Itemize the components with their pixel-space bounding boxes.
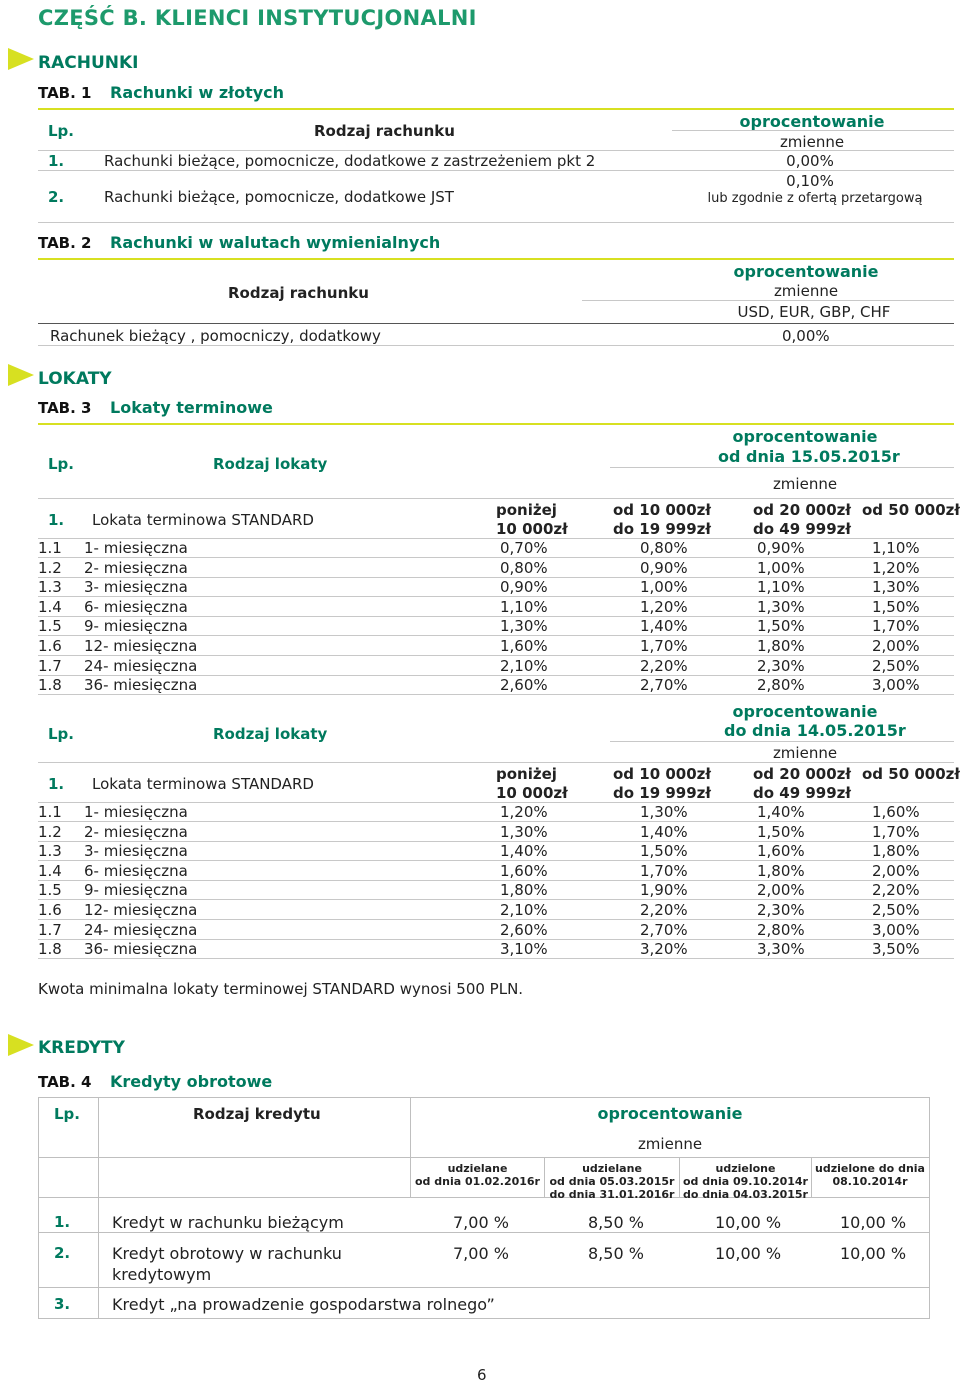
row-lp: 1.8 [38,940,62,959]
tab1-col-rate: oprocentowanie [739,112,885,131]
row-name: 3- miesięczna [84,842,188,861]
row-lp: 1.7 [38,656,62,675]
row-lp: 1.3 [38,842,62,861]
tier-label-line2: 10 000zł [496,784,568,802]
rate-cell: 0,90% [500,578,548,597]
section-kredyty: KREDYTY [38,1038,125,1058]
rate-cell: 1,30% [500,617,548,636]
tier-label-line2: 10 000zł [496,520,568,538]
rate-cell: 1,90% [640,881,688,900]
rate-cell: 1,10% [757,578,805,597]
period-label: do dnia 04.03.2015r [682,1188,808,1201]
tab3-b1-col-type: Rodzaj lokaty [213,455,328,473]
tab3-b1-group-lp: 1. [48,511,65,529]
tier-label-line2: do 49 999zł [753,784,851,802]
rate-cell: 3,20% [640,940,688,959]
rate-cell: 7,00 % [453,1213,509,1232]
tab3-b2-head-rule [38,762,954,763]
tab4-rule [38,1232,929,1233]
section-arrow-icon [8,364,34,386]
section-arrow-icon [8,48,34,70]
period-label: udzielane [447,1162,508,1175]
tab4-table [38,1097,930,1319]
tab3-b2-rate-sub: zmienne [772,744,838,762]
rate-cell: 1,80% [757,637,805,655]
row-lp: 1.6 [38,637,62,655]
rate-cell: 1,30% [872,578,920,597]
tab3-b1-rate-sub: zmienne [772,475,838,493]
tab2-col-type: Rodzaj rachunku [228,284,369,302]
rate-cell: 2,70% [640,920,688,939]
rate-cell: 0,90% [757,539,805,557]
rate-cell: 1,70% [872,822,920,841]
rate-cell: 2,20% [872,881,920,900]
row-lp: 1.3 [38,578,62,597]
tab4-col-rate-sub: zmienne [637,1135,703,1153]
period-label: od dnia 01.02.2016r [414,1175,540,1188]
rate-cell: 1,70% [640,637,688,655]
tab3-b2-col-type: Rodzaj lokaty [213,725,328,743]
rate-cell: 2,20% [640,656,688,675]
rate-cell: 10,00 % [840,1213,907,1232]
row-lp: 1.2 [38,822,62,841]
tab3-b2-rate-rule [610,741,954,742]
tab3-note: Kwota minimalna lokaty terminowej STANDARD wynosi 500 PLN. [38,980,524,998]
row-name: 1- miesięczna [84,803,188,821]
row-name: 6- miesięczna [84,597,188,616]
row-name: 36- miesięczna [84,940,198,959]
tab1-row2-rate: 0,10% [786,172,834,190]
tab2-bottom-rule [38,345,954,346]
rate-cell: 1,60% [500,861,548,880]
tab2-col-rate-sub: zmienne [773,282,839,300]
tab2-col-rate: oprocentowanie [733,262,879,281]
tab1-title: Rachunki w złotych [110,83,285,102]
tab1-row1-lp: 1. [48,152,65,170]
row-name: 9- miesięczna [84,881,188,900]
tab3-b1-rate-date: od dnia 15.05.2015r [718,447,900,466]
rate-cell: 1,20% [640,597,688,616]
rate-cell: 10,00 % [715,1244,782,1263]
row-rule [38,694,954,695]
rate-cell: 2,50% [872,656,920,675]
rate-cell: 1,40% [757,803,805,821]
rate-cell: 1,50% [872,597,920,616]
period-label: od dnia 05.03.2015r [549,1175,675,1188]
tab1-col-rate-sub: zmienne [779,133,845,151]
tab1-row2-name: Rachunki bieżące, pomocnicze, dodatkowe JST [104,188,454,206]
rate-cell: 1,50% [757,617,805,636]
tab1-bottom-rule [38,222,954,223]
row-lp: 1.4 [38,861,62,880]
period-label: udzielane [582,1162,642,1175]
tier-label-line1: od 50 000zł [862,501,960,519]
tab3-b1-rate-rule [610,467,954,468]
tab3-b1-rate-title: oprocentowanie [732,427,878,446]
rate-cell: 1,30% [640,803,688,821]
tab2-top-rule [38,258,954,260]
row-name: 24- miesięczna [84,920,198,939]
row-name: 24- miesięczna [84,656,198,675]
tab1-row1-name: Rachunki bieżące, pomocnicze, dodatkowe z zastrzeżeniem pkt 2 [104,152,596,170]
row-lp: 3. [54,1295,71,1313]
rate-cell: 1,40% [640,617,688,636]
row-name: 6- miesięczna [84,861,188,880]
rate-cell: 1,20% [872,558,920,577]
row-name: 12- miesięczna [84,901,198,919]
row-lp: 1. [54,1213,71,1231]
rate-cell: 2,30% [757,656,805,675]
row-name: 9- miesięczna [84,617,188,636]
rate-cell: 2,10% [500,656,548,675]
rate-cell: 3,00% [872,920,920,939]
tier-label-line2: do 19 999zł [613,520,711,538]
tab4-rule [38,1157,929,1158]
row-name: Kredyt „na prowadzenie gospodarstwa rolnego” [112,1295,495,1314]
rate-cell: 0,70% [500,539,548,557]
rate-cell: 1,30% [500,822,548,841]
tier-label-line1: od 50 000zł [862,765,960,783]
rate-cell: 2,70% [640,676,688,695]
tier-label-line2: do 49 999zł [753,520,851,538]
rate-cell: 1,60% [872,803,920,821]
tab3-b2-col-lp: Lp. [48,725,74,743]
tab2-rate-rule [582,300,954,301]
tab2-currencies: USD, EUR, GBP, CHF [737,303,891,321]
row-name: Kredyt w rachunku bieżącym [112,1213,344,1232]
rate-cell: 1,20% [500,803,548,821]
tab3-b2-rate-date: do dnia 14.05.2015r [724,721,906,740]
tier-label-line1: od 20 000zł [753,501,851,519]
row-name: 3- miesięczna [84,578,188,597]
rate-cell: 2,80% [757,676,805,695]
tab1-label: TAB. 1 [38,84,92,102]
row-lp: 1.2 [38,558,62,577]
tab1-row-rule [38,170,954,171]
rate-cell: 1,50% [640,842,688,861]
rate-cell: 1,80% [872,842,920,861]
page-number: 6 [477,1366,487,1384]
rate-cell: 2,50% [872,901,920,919]
period-label: do dnia 31.01.2016r [549,1188,675,1201]
rate-cell: 0,80% [500,558,548,577]
rate-cell: 2,00% [757,881,805,900]
period-label: od dnia 09.10.2014r [682,1175,808,1188]
tab1-rate-rule [672,130,954,131]
tab1-col-lp: Lp. [48,122,74,140]
rate-cell: 1,70% [640,861,688,880]
row-lp: 1.1 [38,803,62,821]
row-lp: 1.1 [38,539,62,557]
tab3-b1-col-lp: Lp. [48,455,74,473]
rate-cell: 0,90% [640,558,688,577]
rate-cell: 1,50% [757,822,805,841]
rate-cell: 2,60% [500,920,548,939]
period-label: udzielone do dnia [815,1162,925,1175]
tier-label-line1: od 10 000zł [613,765,711,783]
row-name: 12- miesięczna [84,637,198,655]
tab1-row1-rate: 0,00% [786,152,834,170]
rate-cell: 1,30% [757,597,805,616]
rate-cell: 1,00% [640,578,688,597]
section-arrow-icon [8,1034,34,1056]
rate-cell: 7,00 % [453,1244,509,1263]
row-lp: 1.8 [38,676,62,695]
tab3-b2-group-lp: 1. [48,775,65,793]
rate-cell: 1,80% [757,861,805,880]
period-label: 08.10.2014r [832,1175,908,1188]
rate-cell: 2,30% [757,901,805,919]
tab4-title: Kredyty obrotowe [110,1072,273,1091]
tab3-b1-head-rule [38,498,954,499]
row-rule [38,958,954,959]
rate-cell: 8,50 % [588,1213,644,1232]
rate-cell: 2,20% [640,901,688,919]
rate-cell: 2,00% [872,861,920,880]
row-lp: 2. [54,1244,71,1262]
tab4-col-rate: oprocentowanie [597,1104,743,1123]
row-name: 2- miesięczna [84,558,188,577]
rate-cell: 10,00 % [840,1244,907,1263]
row-lp: 1.5 [38,881,62,900]
rate-cell: 2,10% [500,901,548,919]
rate-cell: 1,10% [872,539,920,557]
tab3-b2-rate-title: oprocentowanie [732,702,878,721]
row-lp: 1.4 [38,597,62,616]
row-name: Kredyt obrotowy w rachunku [112,1244,342,1263]
tab4-vrule [98,1097,99,1318]
tab4-col-lp: Lp. [54,1105,80,1123]
rate-cell: 1,80% [500,881,548,900]
tab2-title: Rachunki w walutach wymienialnych [110,233,441,252]
tab4-col-type: Rodzaj kredytu [193,1105,321,1123]
row-name: 1- miesięczna [84,539,188,557]
rate-cell: 2,00% [872,637,920,655]
rate-cell: 1,40% [640,822,688,841]
rate-cell: 3,50% [872,940,920,959]
rate-cell: 3,00% [872,676,920,695]
tab1-row2-note: lub zgodnie z ofertą przetargową [707,191,923,206]
tab1-head-rule [38,150,954,151]
rate-cell: 1,10% [500,597,548,616]
section-lokaty: LOKATY [38,369,112,389]
row-lp: 1.7 [38,920,62,939]
tab4-label: TAB. 4 [38,1073,92,1091]
tab1-row2-lp: 2. [48,188,65,206]
tier-label-line1: poniżej [496,501,557,519]
tab3-b2-group-name: Lokata terminowa STANDARD [92,775,314,793]
rate-cell: 8,50 % [588,1244,644,1263]
part-title: CZĘŚĆ B. KLIENCI INSTYTUCJONALNI [38,6,477,30]
tab3-label: TAB. 3 [38,399,92,417]
tab3-title: Lokaty terminowe [110,398,273,417]
tab3-top-rule [38,423,954,425]
rate-cell: 3,10% [500,940,548,959]
rate-cell: 1,40% [500,842,548,861]
row-name-line2: kredytowym [112,1265,212,1284]
tier-label-line2: do 19 999zł [613,784,711,802]
section-rachunki: RACHUNKI [38,53,139,73]
rate-cell: 2,80% [757,920,805,939]
period-label: udzielone [715,1162,776,1175]
tab2-head-rule [38,323,954,324]
rate-cell: 2,60% [500,676,548,695]
row-lp: 1.6 [38,901,62,919]
tab2-label: TAB. 2 [38,234,92,252]
rate-cell: 1,60% [500,637,548,655]
tab1-top-rule [38,108,954,110]
rate-cell: 1,60% [757,842,805,861]
rate-cell: 1,70% [872,617,920,636]
rate-cell: 3,30% [757,940,805,959]
rate-cell: 1,00% [757,558,805,577]
tab2-row-name: Rachunek bieżący , pomocniczy, dodatkowy [50,327,381,345]
row-name: 2- miesięczna [84,822,188,841]
tier-label-line1: od 10 000zł [613,501,711,519]
tab3-b1-group-name: Lokata terminowa STANDARD [92,511,314,529]
rate-cell: 10,00 % [715,1213,782,1232]
tab4-rule [38,1287,929,1288]
row-lp: 1.5 [38,617,62,636]
row-name: 36- miesięczna [84,676,198,695]
rate-cell: 0,80% [640,539,688,557]
tab2-row-rate: 0,00% [782,327,830,345]
tier-label-line1: poniżej [496,765,557,783]
tier-label-line1: od 20 000zł [753,765,851,783]
tab1-col-type: Rodzaj rachunku [314,122,455,140]
